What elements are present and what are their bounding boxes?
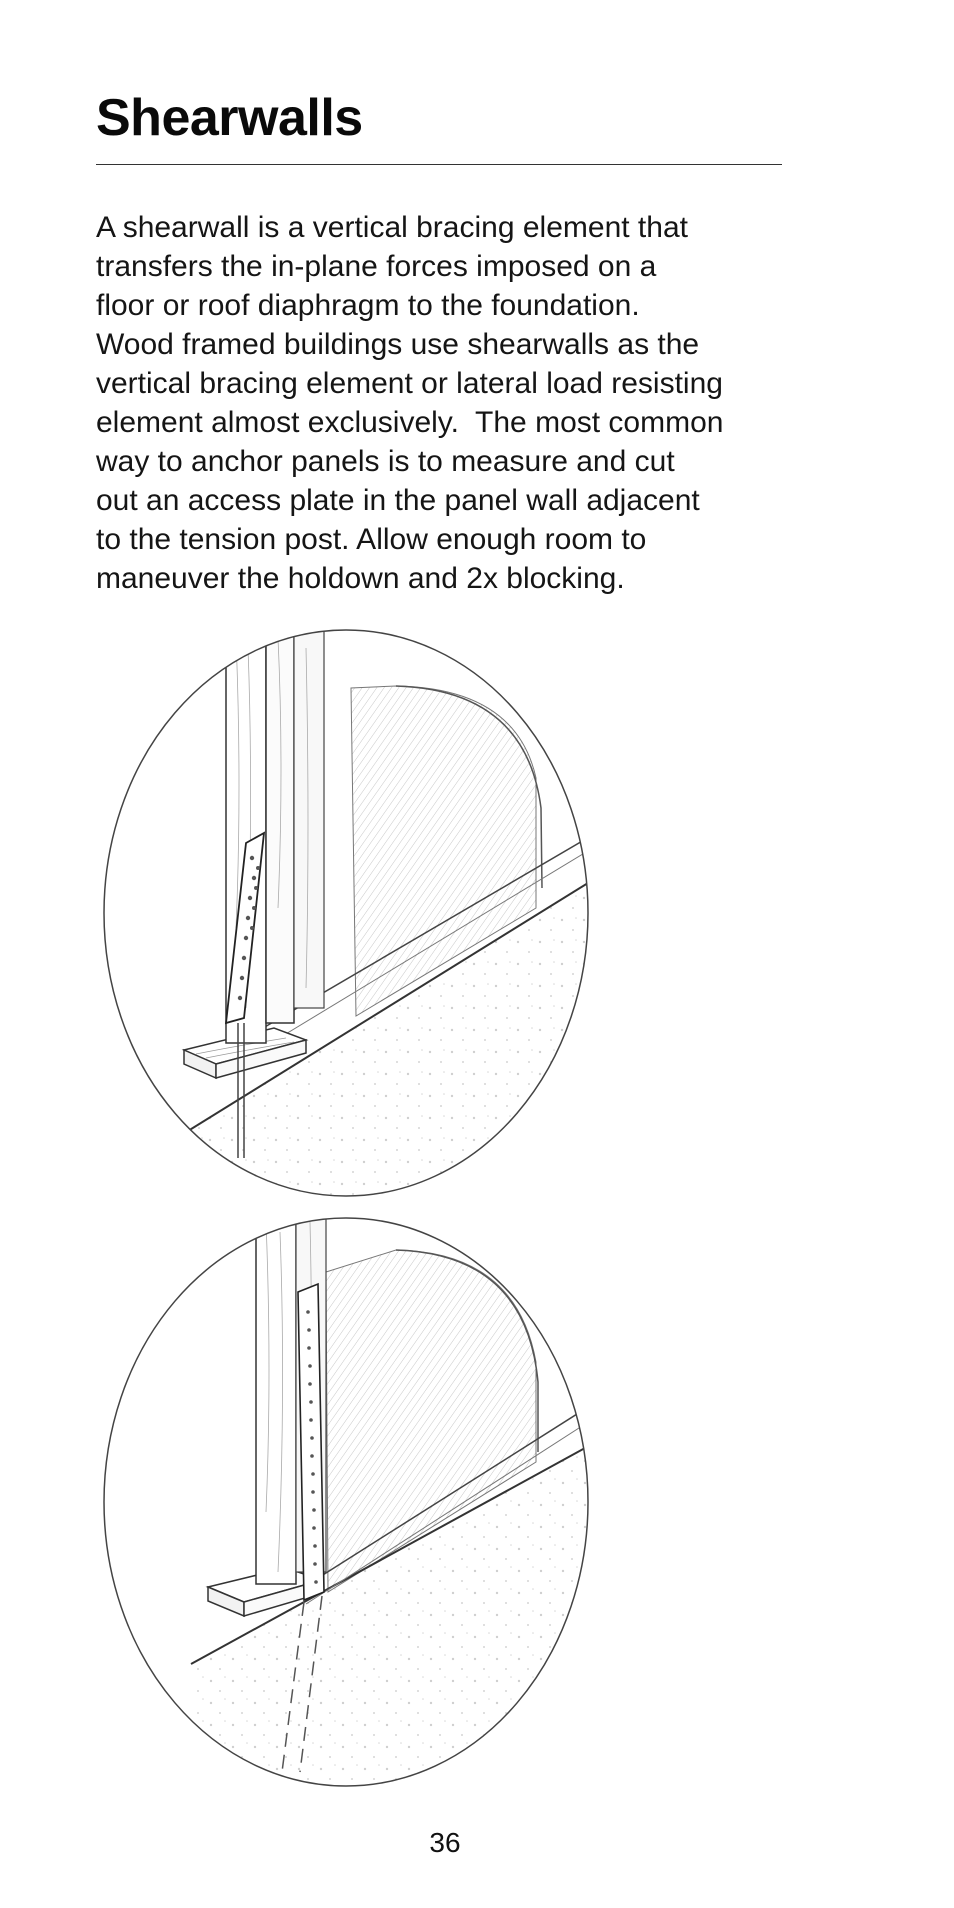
body-paragraph <box>96 208 796 598</box>
body-line: transfers the in-plane forces imposed on a <box>96 250 657 283</box>
body-line: Wood framed buildings use shearwalls as the <box>96 328 700 361</box>
body-line: to the tension post. Allow enough room to <box>96 523 647 556</box>
body-line: way to anchor panels is to measure and cut <box>96 445 675 478</box>
body-line: vertical bracing element or lateral load resisting <box>96 367 723 400</box>
body-line: element almost exclusively. The most common <box>96 406 724 439</box>
body-line: A shearwall is a vertical bracing element that <box>96 211 688 244</box>
holdown-bolt-illustration <box>96 628 606 1198</box>
body-line: floor or roof diaphragm to the foundation. <box>96 289 640 322</box>
body-line: out an access plate in the panel wall adjacent <box>96 484 700 517</box>
page-number: 36 <box>429 1827 461 1858</box>
body-line: maneuver the holdown and 2x blocking. <box>96 562 625 595</box>
title-divider <box>96 164 782 165</box>
strap-holdown-illustration <box>96 1212 606 1790</box>
page-title: Shearwalls <box>96 89 363 147</box>
